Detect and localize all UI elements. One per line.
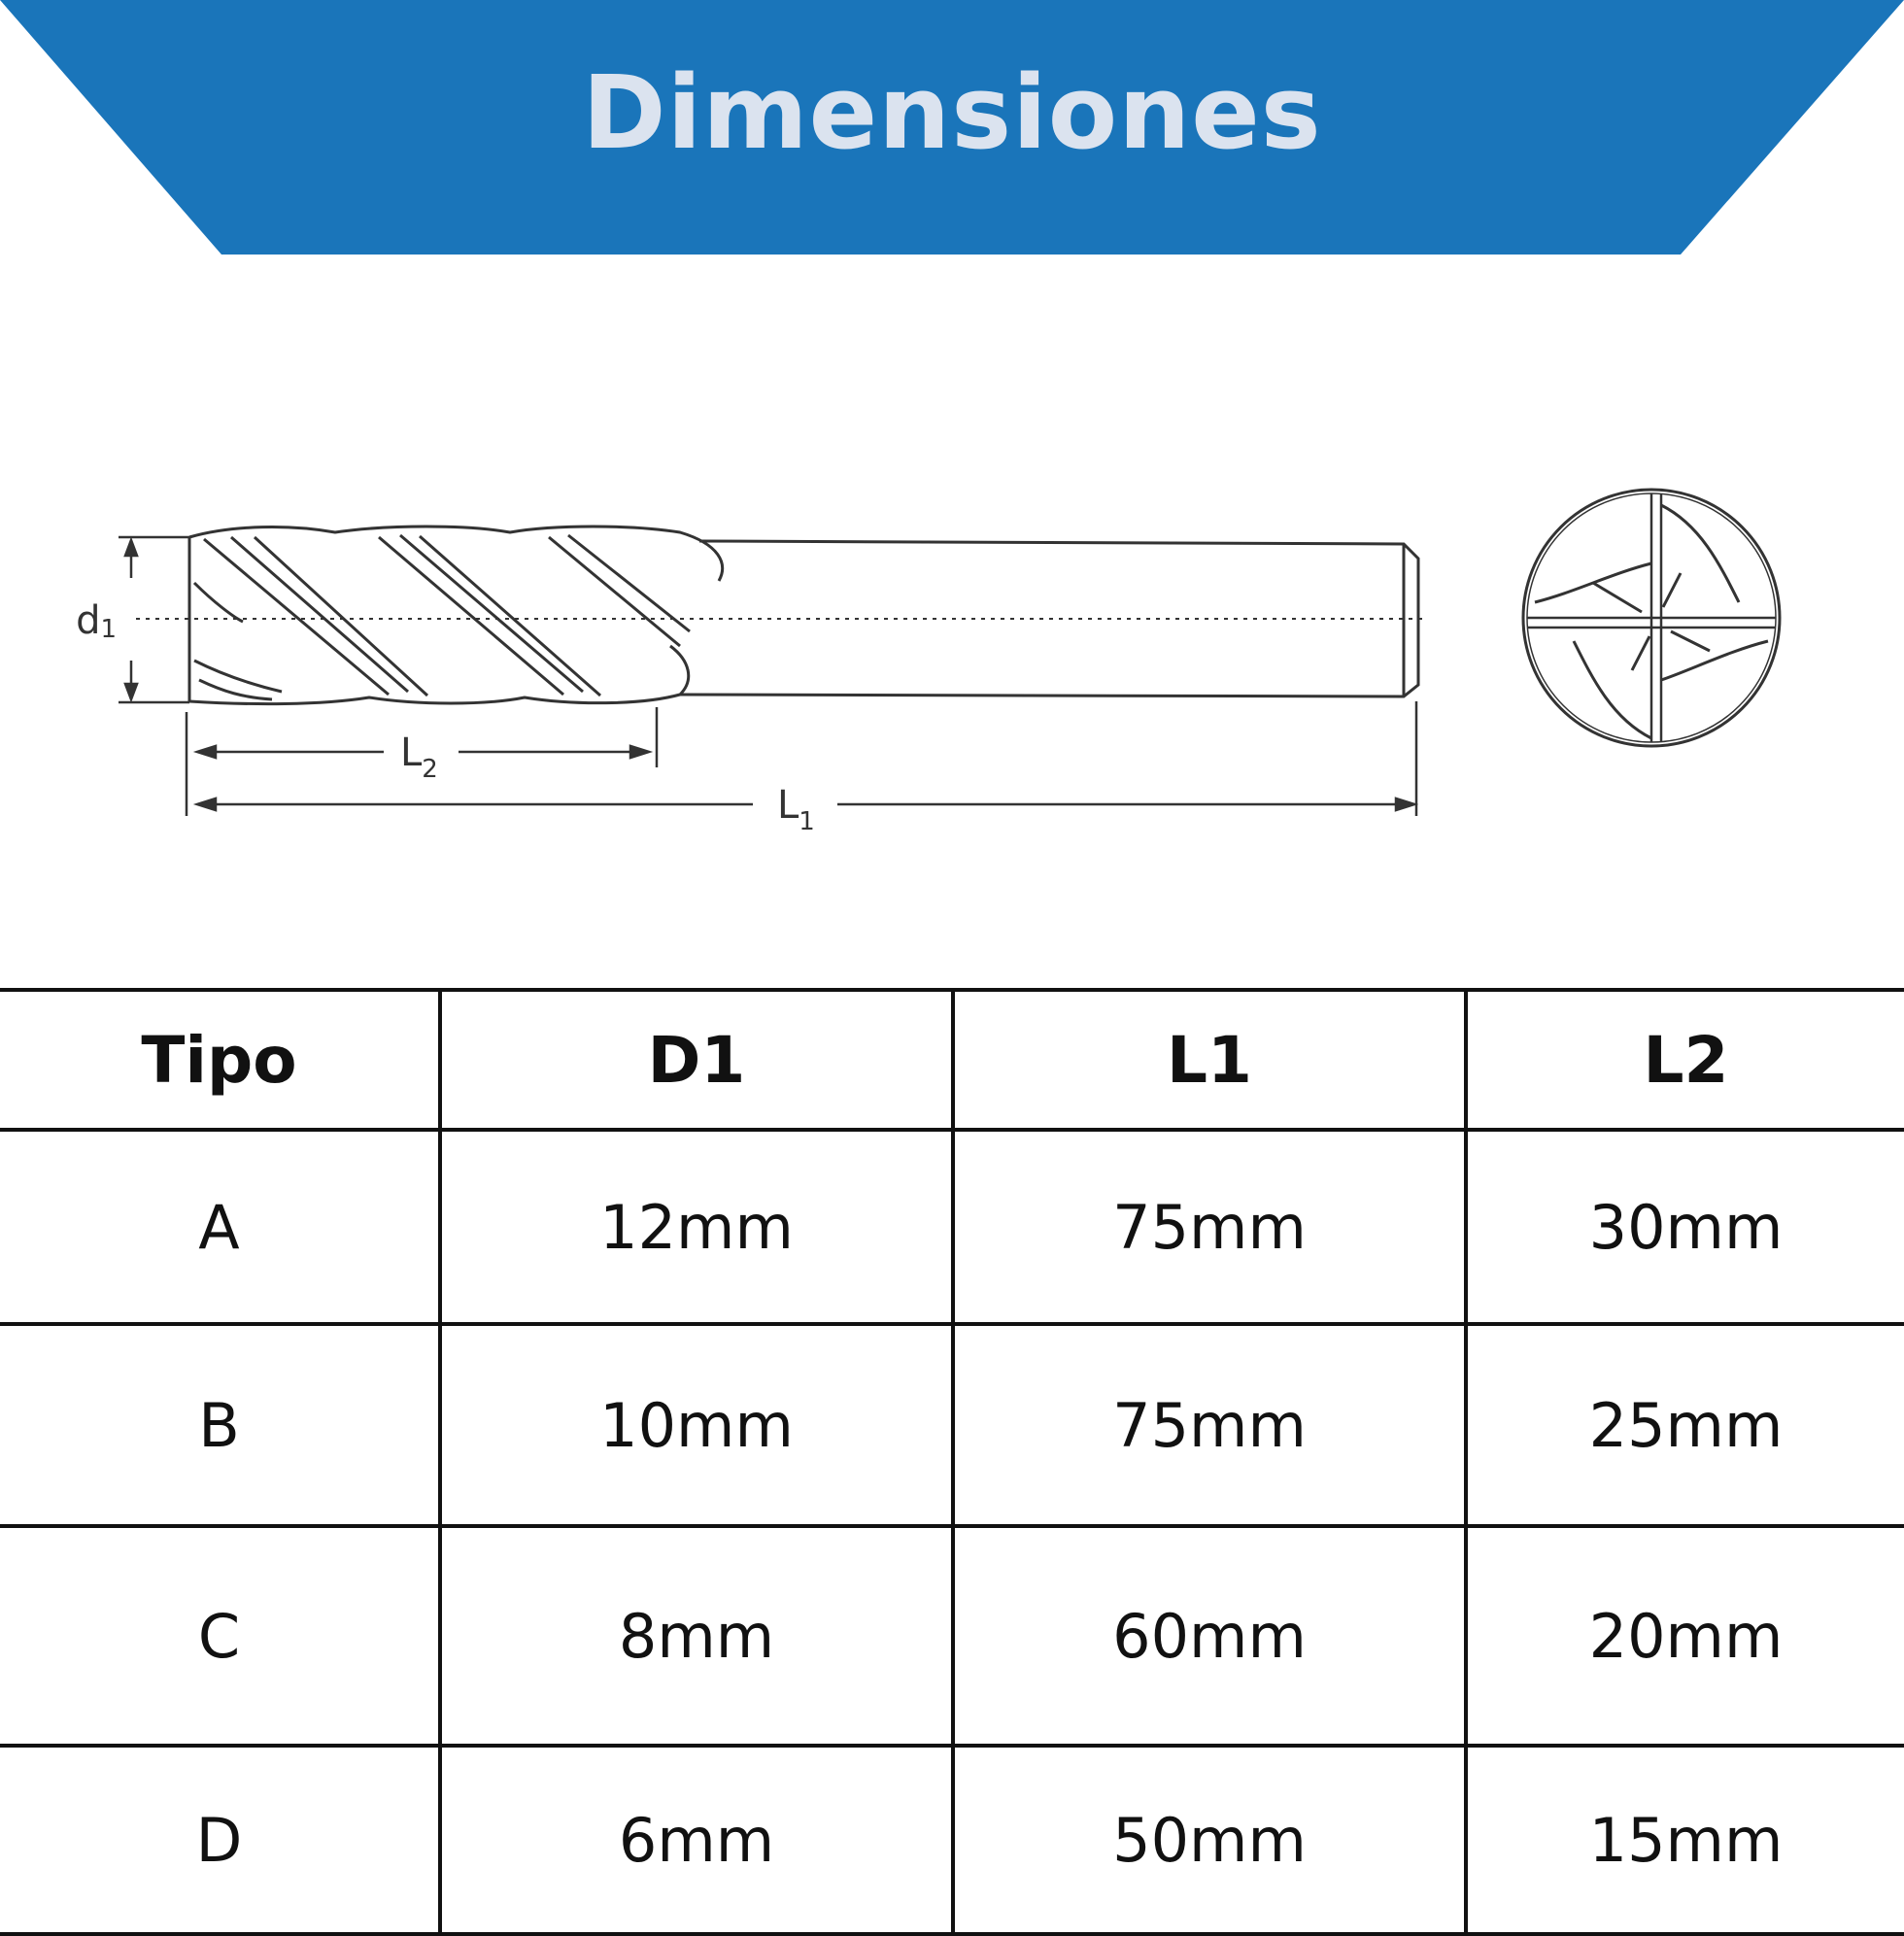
cell-l2: 30mm xyxy=(1466,1130,1904,1324)
cell-d1: 8mm xyxy=(440,1526,953,1746)
cell-l1: 75mm xyxy=(953,1130,1466,1324)
header-l1: L1 xyxy=(953,990,1466,1130)
table-header-row xyxy=(0,990,1904,1130)
cell-l2: 20mm xyxy=(1466,1526,1904,1746)
cell-tipo: C xyxy=(0,1526,440,1746)
cell-l2: 25mm xyxy=(1466,1324,1904,1526)
header-d1: D1 xyxy=(440,990,953,1130)
l2-label: $L_2$ xyxy=(400,730,438,784)
d1-label: d1 xyxy=(76,598,117,644)
header-l2: L2 xyxy=(1466,990,1904,1130)
header-tipo: Tipo xyxy=(0,990,440,1130)
cell-tipo: B xyxy=(0,1324,440,1526)
cell-tipo: A xyxy=(0,1130,440,1324)
end-mill-drawing xyxy=(0,466,1904,874)
flute-outline-top xyxy=(189,526,723,581)
l1-dimension xyxy=(197,701,1416,816)
table-row xyxy=(0,1324,1904,1526)
end-view xyxy=(1523,490,1780,746)
table-row xyxy=(0,1746,1904,1934)
cell-tipo: D xyxy=(0,1746,440,1934)
cell-d1: 12mm xyxy=(440,1130,953,1324)
table-row xyxy=(0,1526,1904,1746)
cell-l2: 15mm xyxy=(1466,1746,1904,1934)
d1-dimension xyxy=(119,537,189,702)
cell-l1: 60mm xyxy=(953,1526,1466,1746)
cell-d1: 6mm xyxy=(440,1746,953,1934)
l1-label: $L_1$ xyxy=(777,783,815,836)
table-row xyxy=(0,1130,1904,1324)
flute-outline-bottom xyxy=(189,646,689,704)
page-title: Dimensiones xyxy=(582,53,1322,172)
cell-l1: 75mm xyxy=(953,1324,1466,1526)
helical-flutes xyxy=(194,535,690,699)
cell-l1: 50mm xyxy=(953,1746,1466,1934)
dimensions-table xyxy=(0,988,1904,1936)
cell-d1: 10mm xyxy=(440,1324,953,1526)
